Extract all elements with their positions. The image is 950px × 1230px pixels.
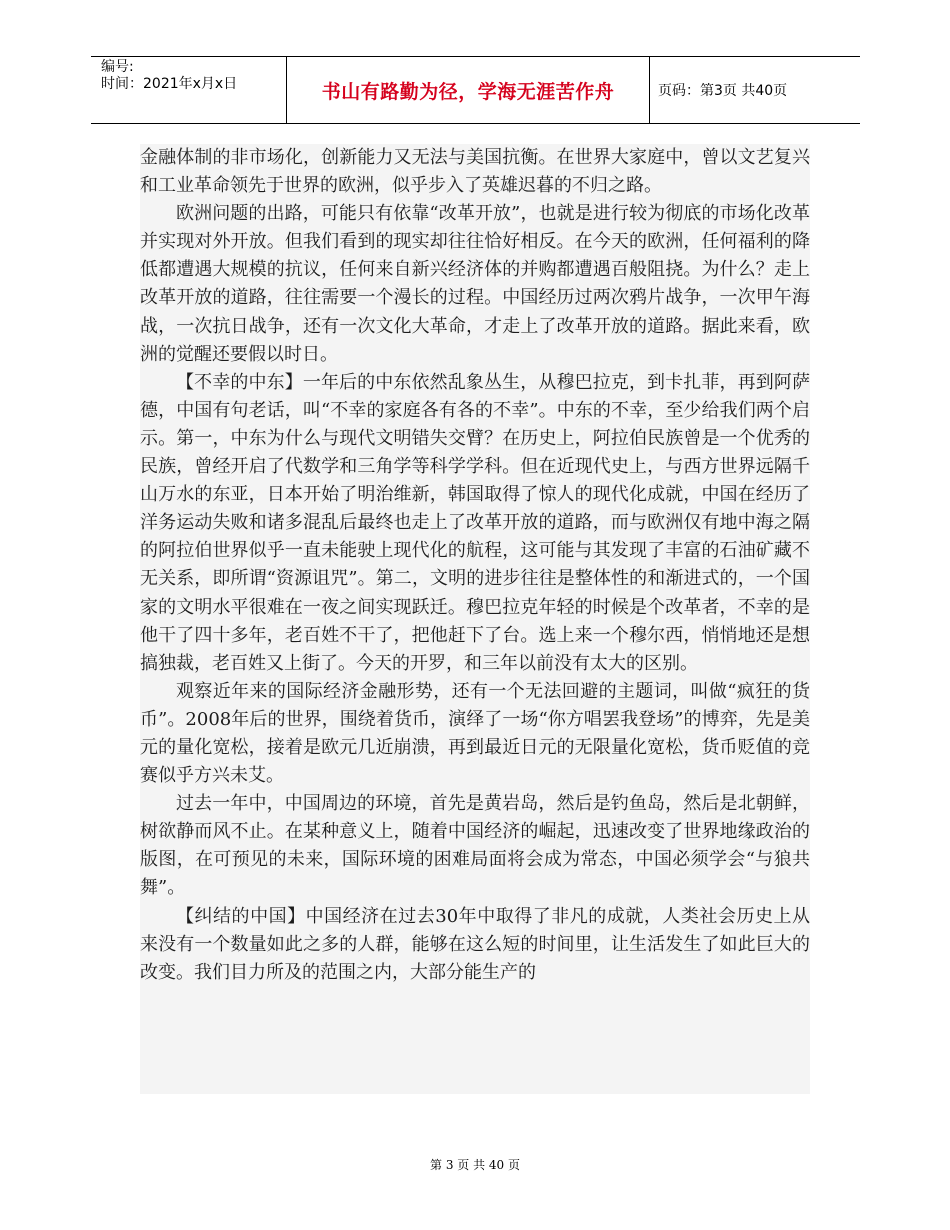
paragraph: 过去一年中，中国周边的环境，首先是黄岩岛，然后是钓鱼岛，然后是北朝鲜，树欲静而风不止。在某种意义上，随着中国经济的崛起，迅速改变了世界地缘政治的版图，在可预见的未来，国际环境的困难局面将会成为常态，中国必须学会“与狼共舞”。 bbox=[140, 793, 810, 899]
time-label: 时间：2021年x月x日 bbox=[101, 76, 238, 92]
paragraph: 【纠结的中国】中国经济在过去30年中取得了非凡的成就，人类社会历史上从来没有一个数量如此之多的人群，能够在这么短的时间里，让生活发生了如此巨大的改变。我们目力所及的范围之内，大部分能生产的 bbox=[140, 905, 810, 983]
paragraph: 【不幸的中东】一年后的中东依然乱象丛生，从穆巴拉克，到卡扎菲，再到阿萨德，中国有句老话，叫“不幸的家庭各有各的不幸”。中东的不幸，至少给我们两个启示。第一，中东为什么与现代文明错失交臂？在历史上，阿拉伯民族曾是一个优秀的民族，曾经开启了代数学和三角学等科学学科。但在近现代史上，与西方世界远隔千山万水的东亚，日本开始了明治维新，韩国取得了惊人的现代化成就，中国在经历了洋务运动失败和诸多混乱后最终也走上了改革开放的道路，而与欧洲仅有地中海之隔的阿拉伯世界似乎一直未能驶上现代化的航程，这可能与其发现了丰富的石油矿藏不无关系，即所谓“资源诅咒”。第二，文明的进步往往是整体性的和渐进式的，一个国家的文明水平很难在一夜之间实现跃迁。穆巴拉克年轻的时候是个改革者，不幸的是他干了四十多年，老百姓不干了，把他赶下了台。选上来一个穆尔西，悄悄地还是想搞独裁，老百姓又上街了。今天的开罗，和三年以前没有太大的区别。 bbox=[140, 371, 810, 674]
paragraph: 观察近年来的国际经济金融形势，还有一个无法回避的主题词，叫做“疯狂的货币”。2008年后的世界，围绕着货币，演绎了一场“你方唱罢我登场”的博弈，先是美元的量化宽松，接着是欧元几近崩溃，再到最近日元的无限量化宽松，货币贬值的竞赛似乎方兴未艾。 bbox=[140, 680, 810, 787]
page-footer: 第 3 页 共 40 页 bbox=[430, 1158, 520, 1172]
header-page-info: 页码：第3页 共40页 bbox=[658, 83, 788, 99]
page-header bbox=[91, 56, 860, 124]
header-motto: 书山有路勤为径，学海无涯苦作舟 bbox=[321, 80, 615, 103]
header-meta bbox=[101, 59, 286, 93]
body-text bbox=[140, 144, 810, 1094]
paragraph: 金融体制的非市场化，创新能力又无法与美国抗衡。在世界大家庭中，曾以文艺复兴和工业革命领先于世界的欧洲，似乎步入了英雄迟暮的不归之路。 bbox=[140, 147, 810, 197]
paragraph: 欧洲问题的出路，可能只有依靠“改革开放”，也就是进行较为彻底的市场化改革并实现对外开放。但我们看到的现实却往往恰好相反。在今天的欧洲，任何福利的降低都遭遇大规模的抗议，任何来自新兴经济体的并购都遭遇百般阻挠。为什么？走上改革开放的道路，往往需要一个漫长的过程。中国经历过两次鸦片战争，一次甲午海战，一次抗日战争，还有一次文化大革命，才走上了改革开放的道路。据此来看，欧洲的觉醒还要假以时日。 bbox=[140, 203, 810, 365]
number-label: 编号: bbox=[101, 59, 134, 75]
